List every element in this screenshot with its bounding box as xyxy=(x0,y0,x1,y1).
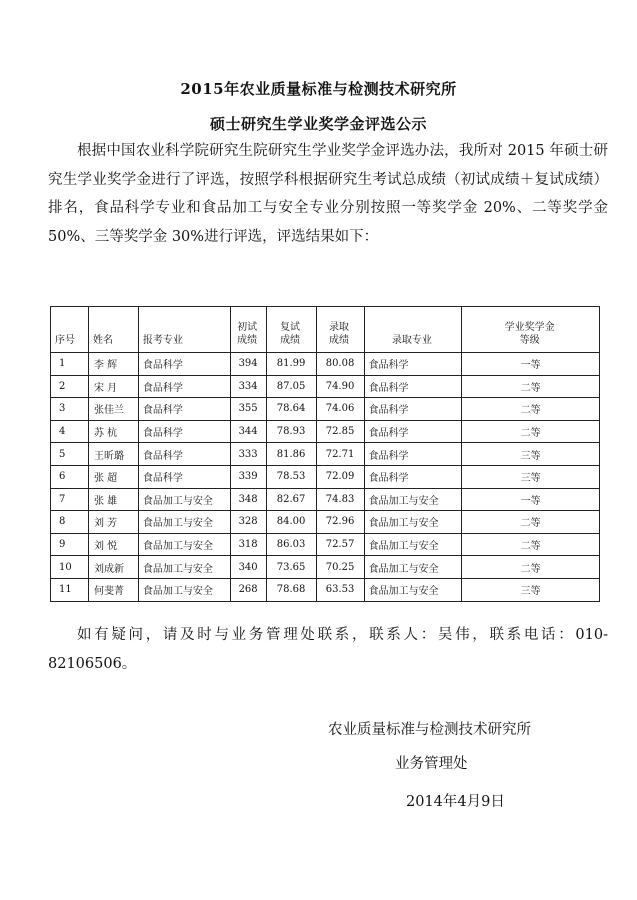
document-title: 2015年农业质量标准与检测技术研究所 xyxy=(180,80,457,98)
contact-paragraph: 如有疑问，请及时与业务管理处联系，联系人：吴伟，联系电话：010-82106506。 xyxy=(48,627,608,672)
cell-admit-score: 72.09 xyxy=(316,465,364,488)
cell-major: 食品加工与安全 xyxy=(138,511,230,534)
cell-retest-score: 81.99 xyxy=(266,353,316,376)
header-retest-line2: 成绩 xyxy=(280,335,301,346)
cell-initial-score: 268 xyxy=(230,578,266,601)
header-scholarship xyxy=(462,307,600,353)
cell-name: 刘成新 xyxy=(88,556,138,579)
header-admit-line2: 成绩 xyxy=(329,335,350,346)
cell-retest-score: 84.00 xyxy=(266,511,316,534)
cell-initial-score: 394 xyxy=(230,353,266,376)
cell-seq: 6 xyxy=(51,465,89,488)
cell-admit-major: 食品科学 xyxy=(364,420,462,443)
header-name: 姓名 xyxy=(88,307,138,353)
cell-major: 食品加工与安全 xyxy=(138,578,230,601)
cell-scholarship-rank: 二等 xyxy=(462,398,600,421)
cell-admit-major: 食品科学 xyxy=(364,465,462,488)
cell-admit-score: 72.71 xyxy=(316,443,364,466)
cell-scholarship-rank: 二等 xyxy=(462,420,600,443)
cell-admit-major: 食品加工与安全 xyxy=(364,556,462,579)
cell-retest-score: 78.68 xyxy=(266,578,316,601)
cell-initial-score: 340 xyxy=(230,556,266,579)
cell-admit-major: 食品科学 xyxy=(364,375,462,398)
cell-admit-score: 72.57 xyxy=(316,533,364,556)
signature-department: 业务管理处 xyxy=(395,756,468,772)
header-scholarship-line1: 学业奖学金 xyxy=(504,322,555,333)
table-row xyxy=(51,511,600,534)
cell-admit-major: 食品科学 xyxy=(364,353,462,376)
header-admit xyxy=(316,307,364,353)
cell-admit-score: 80.08 xyxy=(316,353,364,376)
table-row xyxy=(51,398,600,421)
cell-major: 食品科学 xyxy=(138,465,230,488)
cell-name: 宋 月 xyxy=(88,375,138,398)
cell-seq: 5 xyxy=(51,443,89,466)
cell-seq: 8 xyxy=(51,511,89,534)
cell-admit-major: 食品科学 xyxy=(364,398,462,421)
cell-retest-score: 81.86 xyxy=(266,443,316,466)
cell-admit-score: 72.96 xyxy=(316,511,364,534)
cell-admit-major: 食品加工与安全 xyxy=(364,511,462,534)
cell-initial-score: 328 xyxy=(230,511,266,534)
cell-major: 食品加工与安全 xyxy=(138,533,230,556)
header-retest-line1: 复试 xyxy=(280,322,301,333)
signature-organization: 农业质量标准与检测技术研究所 xyxy=(328,722,531,738)
cell-retest-score: 86.03 xyxy=(266,533,316,556)
cell-retest-score: 87.05 xyxy=(266,375,316,398)
table-row xyxy=(51,465,600,488)
cell-retest-score: 78.53 xyxy=(266,465,316,488)
cell-major: 食品加工与安全 xyxy=(138,556,230,579)
cell-name: 刘 芳 xyxy=(88,511,138,534)
table-body xyxy=(51,353,600,602)
cell-initial-score: 355 xyxy=(230,398,266,421)
cell-seq: 11 xyxy=(51,578,89,601)
cell-major: 食品科学 xyxy=(138,398,230,421)
cell-major: 食品科学 xyxy=(138,443,230,466)
cell-name: 何斐菁 xyxy=(88,578,138,601)
signature-date: 2014年4月9日 xyxy=(406,794,505,810)
header-admit-line1: 录取 xyxy=(329,322,350,333)
cell-name: 王昕璐 xyxy=(88,443,138,466)
cell-name: 李 辉 xyxy=(88,353,138,376)
header-initial xyxy=(230,307,266,353)
header-initial-line1: 初试 xyxy=(237,322,258,333)
cell-major: 食品科学 xyxy=(138,375,230,398)
cell-initial-score: 348 xyxy=(230,488,266,511)
cell-scholarship-rank: 三等 xyxy=(462,465,600,488)
cell-scholarship-rank: 二等 xyxy=(462,511,600,534)
header-initial-line2: 成绩 xyxy=(237,335,258,346)
table-row xyxy=(51,488,600,511)
table-row xyxy=(51,443,600,466)
cell-admit-score: 72.85 xyxy=(316,420,364,443)
header-retest xyxy=(266,307,316,353)
cell-scholarship-rank: 一等 xyxy=(462,353,600,376)
cell-initial-score: 339 xyxy=(230,465,266,488)
cell-name: 刘 悦 xyxy=(88,533,138,556)
intro-paragraph: 根据中国农业科学院研究生院研究生学业奖学金评选办法，我所对 2015 年硕士研究生学业奖学金进行了评选，按照学科根据研究生考试总成绩（初试成绩＋复试成绩）排名，食品科学专业和食品加工与安全专业分别按照一等奖学金 20%、二等奖学金 50%、三等奖学金 30%进行评选，评选结果如下： xyxy=(48,143,608,246)
cell-seq: 10 xyxy=(51,556,89,579)
cell-initial-score: 318 xyxy=(230,533,266,556)
cell-retest-score: 78.93 xyxy=(266,420,316,443)
cell-retest-score: 82.67 xyxy=(266,488,316,511)
cell-retest-score: 78.64 xyxy=(266,398,316,421)
cell-seq: 3 xyxy=(51,398,89,421)
cell-seq: 4 xyxy=(51,420,89,443)
table-row xyxy=(51,375,600,398)
cell-seq: 9 xyxy=(51,533,89,556)
header-major xyxy=(138,307,230,353)
cell-major: 食品科学 xyxy=(138,353,230,376)
cell-initial-score: 333 xyxy=(230,443,266,466)
table-row xyxy=(51,578,600,601)
cell-admit-major: 食品加工与安全 xyxy=(364,533,462,556)
cell-major: 食品加工与安全 xyxy=(138,488,230,511)
cell-seq: 7 xyxy=(51,488,89,511)
table-row xyxy=(51,420,600,443)
cell-name: 苏 杭 xyxy=(88,420,138,443)
cell-admit-score: 74.90 xyxy=(316,375,364,398)
cell-seq: 2 xyxy=(51,375,89,398)
cell-retest-score: 73.65 xyxy=(266,556,316,579)
table-row xyxy=(51,533,600,556)
cell-scholarship-rank: 三等 xyxy=(462,443,600,466)
cell-initial-score: 334 xyxy=(230,375,266,398)
cell-admit-major: 食品加工与安全 xyxy=(364,488,462,511)
cell-admit-major: 食品加工与安全 xyxy=(364,578,462,601)
cell-name: 张佳兰 xyxy=(88,398,138,421)
cell-seq: 1 xyxy=(51,353,89,376)
cell-admit-score: 63.53 xyxy=(316,578,364,601)
document-subtitle: 硕士研究生学业奖学金评选公示 xyxy=(209,115,427,133)
cell-admit-score: 70.25 xyxy=(316,556,364,579)
cell-scholarship-rank: 一等 xyxy=(462,488,600,511)
header-major-label: 报考专业 xyxy=(142,335,183,346)
cell-scholarship-rank: 二等 xyxy=(462,375,600,398)
table-row xyxy=(51,556,600,579)
cell-admit-score: 74.06 xyxy=(316,398,364,421)
cell-name: 张 超 xyxy=(88,465,138,488)
cell-admit-score: 74.83 xyxy=(316,488,364,511)
table-row xyxy=(51,353,600,376)
cell-name: 张 雄 xyxy=(88,488,138,511)
header-seq: 序号 xyxy=(51,307,89,353)
cell-major: 食品科学 xyxy=(138,420,230,443)
cell-admit-major: 食品科学 xyxy=(364,443,462,466)
header-admit-major: 录取专业 xyxy=(364,307,462,353)
cell-initial-score: 344 xyxy=(230,420,266,443)
cell-scholarship-rank: 二等 xyxy=(462,556,600,579)
cell-scholarship-rank: 三等 xyxy=(462,578,600,601)
header-scholarship-line2: 等级 xyxy=(519,335,540,346)
results-table xyxy=(50,306,600,602)
cell-scholarship-rank: 二等 xyxy=(462,533,600,556)
table-header-row xyxy=(51,307,600,353)
